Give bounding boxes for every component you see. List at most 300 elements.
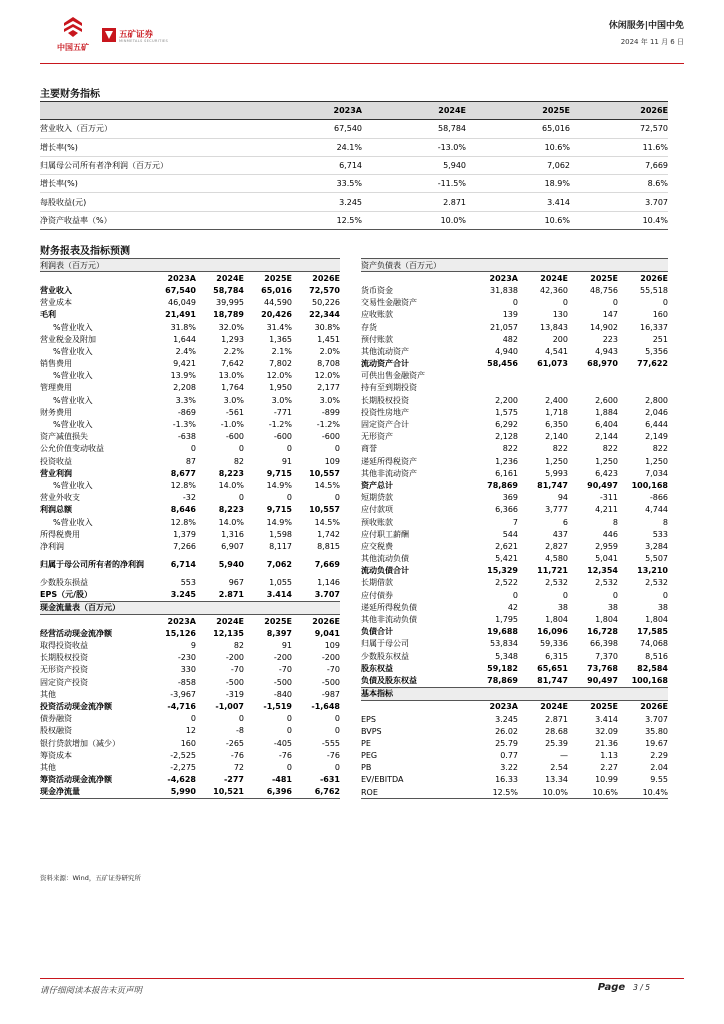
row-value: 10.4% (570, 211, 668, 229)
row-value: 6,350 (545, 420, 568, 430)
row-value: 6,404 (595, 420, 618, 430)
row-value: 3.0% (271, 395, 292, 405)
income-statement-row (40, 370, 340, 382)
row-value: 822 (602, 444, 618, 454)
row-value: 7 (512, 517, 518, 527)
row-value: 6,444 (645, 420, 668, 430)
row-value: 6,423 (595, 468, 618, 478)
row-value: 39,995 (216, 298, 244, 308)
row-value: 482 (502, 334, 518, 344)
row-value: 2,128 (495, 432, 518, 442)
cash-flow-row (40, 688, 340, 700)
header-divider (40, 63, 684, 64)
row-label: 净资产收益率（%） (40, 211, 258, 229)
row-label: 递延所得税资产 (361, 456, 417, 466)
income-statement-row (40, 528, 340, 540)
page-label: Page (597, 982, 626, 993)
balance-sheet-row (361, 601, 668, 613)
row-label: %营业收入 (53, 517, 93, 527)
row-label: 递延所得税负债 (361, 602, 417, 612)
row-value: 2,532 (645, 578, 668, 588)
year-cell: 2023A (167, 616, 196, 626)
row-value: 8,815 (317, 541, 340, 551)
row-value: 2.871 (362, 193, 466, 211)
row-value: 2.871 (545, 714, 568, 724)
row-label: 其他 (40, 762, 56, 772)
row-value: 0 (286, 726, 292, 736)
row-value: -319 (225, 689, 244, 699)
row-value: 2,140 (545, 432, 568, 442)
row-value: 1,316 (221, 529, 244, 539)
row-label: EPS（元/股） (40, 589, 148, 602)
row-value: 10,521 (196, 786, 244, 799)
cash-flow-year-row (40, 615, 340, 628)
cash-flow-row (40, 652, 340, 664)
row-value: -638 (177, 432, 196, 442)
income-statement-row (40, 284, 340, 296)
income-statement-year-row (40, 272, 340, 285)
row-label: 其他 (40, 689, 56, 699)
row-label: 其他非流动负债 (361, 615, 417, 625)
row-value: 1,379 (173, 529, 196, 539)
row-label: 交易性金融资产 (361, 298, 417, 308)
row-value: 91 (281, 456, 292, 466)
balance-sheet-caption-row (361, 259, 668, 272)
row-value: 6,714 (258, 156, 362, 174)
cash-flow-row (40, 713, 340, 725)
row-value: 437 (552, 529, 568, 539)
row-value: 9,715 (266, 468, 292, 478)
row-label: 固定资产合计 (361, 420, 409, 430)
row-value: 822 (652, 444, 668, 454)
row-label: 预收账款 (361, 517, 393, 527)
row-value (568, 370, 618, 382)
balance-sheet-row (361, 479, 668, 491)
row-value: 3.414 (595, 714, 618, 724)
row-value: 65,651 (537, 663, 568, 673)
row-value: 10.6% (466, 138, 570, 156)
cash-flow-caption-row (40, 601, 340, 614)
row-value: 7,669 (570, 156, 668, 174)
row-value: 8,708 (317, 359, 340, 369)
row-value: 1,250 (645, 456, 668, 466)
row-value: 19,688 (487, 627, 518, 637)
row-value: 30.8% (314, 322, 340, 332)
row-value: 1,236 (495, 456, 518, 466)
row-value: 1,950 (269, 383, 292, 393)
income-statement-row (40, 333, 340, 345)
row-value: 14.5% (314, 480, 340, 490)
balance-sheet-caption: 资产负债表（百万元） (361, 259, 668, 272)
header-cell-label (40, 102, 258, 120)
row-value: 2.27 (600, 763, 618, 773)
row-value: 4,943 (595, 346, 618, 356)
year-cell: 2024E (540, 273, 568, 283)
row-label: 每股收益(元) (40, 193, 258, 211)
row-value: 1,451 (317, 334, 340, 344)
row-value: 82 (233, 456, 244, 466)
row-value: 0 (190, 444, 196, 454)
row-value: 8,516 (645, 651, 668, 661)
main-table-title: 主要财务指标 (40, 89, 100, 100)
row-value: 11,721 (537, 566, 568, 576)
balance-sheet-row (361, 504, 668, 516)
indicators-row (361, 786, 668, 799)
balance-sheet-row (361, 309, 668, 321)
indicators-row (361, 725, 668, 737)
row-value: 1,250 (595, 456, 618, 466)
row-value: 35.80 (645, 726, 668, 736)
row-label: 取得投资收益 (40, 641, 88, 651)
row-value (568, 382, 618, 394)
indicators-row (361, 750, 668, 762)
row-value: 7,062 (266, 560, 292, 569)
year-cell: 2023A (167, 273, 196, 283)
cash-flow-row (40, 749, 340, 761)
blank-cell (40, 615, 148, 628)
year-cell: 2025E (264, 616, 292, 626)
row-value: 1,250 (545, 456, 568, 466)
row-value: 6,714 (170, 560, 196, 569)
row-value: 25.39 (545, 738, 568, 748)
row-value: 2.1% (271, 346, 292, 356)
row-value: 2,149 (645, 432, 668, 442)
row-value: 15,329 (487, 566, 518, 576)
row-value: 12.0% (266, 371, 292, 381)
row-value: 0 (512, 298, 518, 308)
row-label: 投资活动现金流净额 (40, 701, 112, 711)
cash-flow-row (40, 676, 340, 688)
row-value: 12.0% (314, 371, 340, 381)
row-label: 可供出售金融资产 (361, 371, 425, 381)
row-label: %营业收入 (53, 371, 93, 381)
row-value: 87 (185, 456, 196, 466)
row-value: 59,182 (487, 663, 518, 673)
main-table-row (40, 156, 668, 174)
row-value: 9 (190, 641, 196, 651)
income-statement-row (40, 504, 340, 516)
row-label: 筹资活动现金流净额 (40, 775, 112, 785)
row-label: 增长率(%) (40, 138, 258, 156)
row-label: 其他流动资产 (361, 346, 409, 356)
row-value: 13.34 (545, 775, 568, 785)
securities-logo (102, 28, 182, 52)
row-value: 68,970 (587, 359, 618, 369)
row-value: 14,902 (590, 322, 618, 332)
indicators-row (361, 737, 668, 749)
row-value: 330 (180, 665, 196, 675)
cash-flow-caption: 现金流量表（百万元） (40, 601, 340, 614)
row-value: 109 (324, 456, 340, 466)
row-value: -70 (278, 665, 292, 675)
row-value: 81,747 (537, 480, 568, 490)
row-value: 6,396 (244, 786, 292, 799)
row-value: 1,055 (269, 578, 292, 588)
balance-sheet-row (361, 333, 668, 345)
row-value: -500 (273, 677, 292, 687)
balance-sheet-row (361, 297, 668, 309)
row-value: 2.0% (319, 346, 340, 356)
row-value: 0 (334, 493, 340, 503)
row-value: 2,144 (595, 432, 618, 442)
row-value: 16,096 (537, 627, 568, 637)
row-value: 13,210 (637, 566, 668, 576)
row-value: 967 (228, 578, 244, 588)
row-value: 4,541 (545, 346, 568, 356)
cash-flow-row (40, 725, 340, 737)
income-statement-row (40, 577, 340, 589)
main-table-row (40, 138, 668, 156)
row-value: -70 (326, 665, 340, 675)
row-label: 流动负债合计 (361, 566, 409, 576)
forecast-title: 财务报表及指标预测 (40, 246, 130, 257)
row-value: 3.245 (148, 589, 196, 602)
row-value: 53,834 (490, 639, 518, 649)
row-label: 应付款项 (361, 505, 393, 515)
row-value: 1,146 (317, 578, 340, 588)
row-value: 31.8% (170, 322, 196, 332)
row-value: 3.707 (292, 589, 340, 602)
row-label: 存货 (361, 322, 377, 332)
row-value: 3.0% (223, 395, 244, 405)
row-value: 1,804 (595, 615, 618, 625)
year-cell: 2023A (489, 273, 518, 283)
row-value: 533 (652, 529, 668, 539)
row-label: 无形资产投资 (40, 665, 88, 675)
row-value: 7,802 (269, 359, 292, 369)
row-value: 8,397 (266, 628, 292, 638)
row-value: 5,993 (545, 468, 568, 478)
row-value: -3,967 (170, 689, 196, 699)
row-value: 50,226 (312, 298, 340, 308)
row-value: 4,940 (495, 346, 518, 356)
row-value: 9,715 (266, 505, 292, 515)
row-value: 6,366 (495, 505, 518, 515)
balance-sheet-row (361, 589, 668, 601)
row-label: 长期借款 (361, 578, 393, 588)
row-value: 21.36 (595, 738, 618, 748)
row-value: 73,768 (587, 663, 618, 673)
row-value: 65,016 (466, 120, 570, 138)
row-label: PEG (361, 751, 378, 761)
row-value: 8,223 (218, 505, 244, 515)
row-value: 1,575 (495, 407, 518, 417)
row-label: 资产减值损失 (40, 432, 88, 442)
row-value: 223 (602, 334, 618, 344)
row-label: 股权融资 (40, 726, 72, 736)
row-value: 2,522 (495, 578, 518, 588)
balance-sheet-row (361, 443, 668, 455)
balance-sheet-row (361, 626, 668, 638)
row-label: 投资收益 (40, 456, 72, 466)
row-value: -631 (319, 775, 340, 785)
row-label: EV/EBITDA (361, 775, 404, 785)
row-label: 无形资产 (361, 432, 393, 442)
row-label: 短期贷款 (361, 493, 393, 503)
main-table-row (40, 120, 668, 138)
row-value: 10.6% (568, 786, 618, 799)
row-value: 67,540 (165, 285, 196, 295)
row-label: 营业成本 (40, 298, 72, 308)
row-value: 10.6% (466, 211, 570, 229)
row-value: 58,784 (213, 285, 244, 295)
row-value: 5,990 (148, 786, 196, 799)
row-value: 31,838 (490, 285, 518, 295)
row-label: 归属于母公司 (361, 639, 409, 649)
row-value: 2,400 (545, 395, 568, 405)
row-value: -1,007 (215, 701, 244, 711)
row-value: 3.707 (645, 714, 668, 724)
row-value: -8 (236, 726, 244, 736)
row-value: 8,117 (269, 541, 292, 551)
row-value: -200 (273, 653, 292, 663)
row-value: -200 (225, 653, 244, 663)
income-statement-row (40, 431, 340, 443)
row-value: 8 (662, 517, 668, 527)
balance-sheet-row (361, 418, 668, 430)
row-value: -600 (225, 432, 244, 442)
row-value: 100,168 (631, 480, 668, 490)
row-label: 营业税金及附加 (40, 334, 96, 344)
row-value: -481 (271, 775, 292, 785)
balance-sheet-row (361, 431, 668, 443)
right-financial-tables (361, 258, 668, 799)
header-cell-year: 2024E (362, 102, 466, 120)
balance-sheet-row (361, 553, 668, 565)
row-value: 14.9% (266, 517, 292, 527)
left-financial-tables (40, 258, 340, 799)
row-value: — (560, 751, 568, 761)
row-label: 债券融资 (40, 714, 72, 724)
row-value: 77,622 (637, 359, 668, 369)
row-value: 9.55 (650, 775, 668, 785)
balance-sheet-row (361, 528, 668, 540)
securities-logo-subtext: MINMETALS SECURITIES (119, 39, 169, 43)
balance-sheet-year-row (361, 272, 668, 285)
row-value: 160 (180, 738, 196, 748)
year-cell: 2024E (540, 702, 568, 712)
row-value: 3.707 (570, 193, 668, 211)
indicators-caption: 基本指标 (361, 687, 668, 700)
income-statement-row (40, 492, 340, 504)
balance-sheet-row (361, 370, 668, 382)
header-info (609, 18, 684, 47)
balance-sheet-row (361, 613, 668, 625)
row-value: 2,200 (495, 395, 518, 405)
row-value: -4,628 (167, 775, 196, 785)
row-label: 归属于母公司所有者的净利润 (40, 560, 144, 569)
row-value: 9,421 (173, 359, 196, 369)
balance-sheet-row (361, 577, 668, 589)
row-label: 投资性房地产 (361, 407, 409, 417)
row-value: 4,211 (595, 505, 618, 515)
row-label: 筹资成本 (40, 750, 72, 760)
row-value: 7,034 (645, 468, 668, 478)
row-value: 139 (502, 310, 518, 320)
row-value: 25.79 (495, 738, 518, 748)
row-value: 12.5% (258, 211, 362, 229)
row-value: 12.8% (170, 480, 196, 490)
row-label: 长期股权投资 (361, 395, 409, 405)
row-value (618, 382, 668, 394)
balance-sheet-row (361, 382, 668, 394)
row-value: 32.0% (218, 322, 244, 332)
row-value: 19.67 (645, 738, 668, 748)
income-statement-row (40, 455, 340, 467)
row-value: 100,168 (631, 675, 668, 685)
balance-sheet-row (361, 321, 668, 333)
report-category: 休闲服务|中国中免 (608, 21, 684, 31)
row-value: 2.4% (175, 346, 196, 356)
row-label: 其他流动负债 (361, 554, 409, 564)
row-value: 2,177 (317, 383, 340, 393)
row-value: 6,762 (292, 786, 340, 799)
row-value: 65,016 (261, 285, 292, 295)
row-value: -500 (225, 677, 244, 687)
page-header (40, 14, 684, 60)
row-value: 2,532 (595, 578, 618, 588)
row-value: 147 (602, 310, 618, 320)
row-value: 10,557 (309, 468, 340, 478)
year-cell: 2026E (312, 616, 340, 626)
row-value: -230 (177, 653, 196, 663)
income-statement-row (40, 406, 340, 418)
row-value: 78,869 (487, 480, 518, 490)
header-cell-year: 2026E (570, 102, 668, 120)
row-value: 2.29 (650, 751, 668, 761)
row-value: 200 (552, 334, 568, 344)
row-label: 应收账款 (361, 310, 393, 320)
row-value: 130 (552, 310, 568, 320)
row-value: 0 (562, 298, 568, 308)
row-label: 货币资金 (361, 285, 393, 295)
row-value: -858 (177, 677, 196, 687)
row-value: 44,590 (264, 298, 292, 308)
row-value: 369 (502, 493, 518, 503)
row-value: -70 (230, 665, 244, 675)
row-value: 5,940 (218, 560, 244, 569)
row-value: 58,456 (487, 359, 518, 369)
row-value: 3.22 (500, 763, 518, 773)
row-value: -1,519 (263, 701, 292, 711)
row-value: 14.0% (218, 480, 244, 490)
row-value: 553 (180, 578, 196, 588)
cash-flow-row (40, 761, 340, 773)
row-value: 94 (557, 493, 568, 503)
row-value: 46,049 (168, 298, 196, 308)
footer-divider (40, 978, 684, 979)
balance-sheet-row (361, 467, 668, 479)
row-value: -405 (273, 738, 292, 748)
main-table-header-row (40, 102, 668, 120)
row-value: -840 (273, 689, 292, 699)
row-value: -4,716 (167, 701, 196, 711)
row-value: 0 (334, 714, 340, 724)
row-value: -76 (278, 750, 292, 760)
row-value: -311 (599, 493, 618, 503)
balance-sheet-row (361, 565, 668, 577)
row-value: 5,356 (645, 346, 668, 356)
row-value: 10,557 (309, 505, 340, 515)
securities-logo-text: 五矿证券 (119, 30, 154, 40)
row-value: 38 (657, 602, 668, 612)
row-value: 2.871 (196, 589, 244, 602)
row-value: 7,266 (173, 541, 196, 551)
row-value: 0 (190, 714, 196, 724)
row-value: 10.4% (618, 786, 668, 799)
row-value: 0 (662, 590, 668, 600)
income-statement-row (40, 297, 340, 309)
